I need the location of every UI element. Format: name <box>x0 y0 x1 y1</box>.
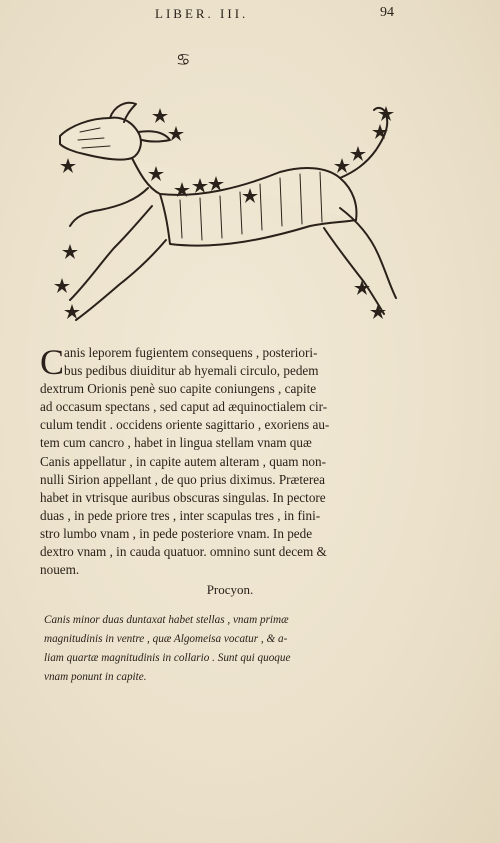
main-paragraph <box>40 344 410 579</box>
text-line: tem cum cancro , habet in lingua stellam vnam quæ <box>40 435 312 451</box>
italic-line: vnam ponunt in capite. <box>44 671 147 683</box>
text-line: duas , in pede priore tres , inter scapulas tres , in fini- <box>40 507 321 523</box>
text-line: nulli Sirion appellant , de quo prius diximus. Præterea <box>40 471 325 487</box>
text-line: stro lumbo vnam , in pede posteriore vnam. In pede <box>40 525 313 541</box>
running-title: LIBER. III. <box>155 6 249 21</box>
text-line: dextrum Orionis penè suo capite coniungens , capite <box>40 381 317 397</box>
italic-line: magnitudinis in ventre , quæ Algomeisa vocatur , & a- <box>44 633 288 645</box>
italic-note <box>44 611 404 687</box>
text-line: Canis appellatur , in capite autem alteram , quam non- <box>40 453 326 469</box>
page-number: 94 <box>380 5 394 20</box>
text-line: nouem. <box>40 562 80 578</box>
text-line: culum tendit . occidens oriente sagittario , exoriens au- <box>40 417 330 433</box>
text-line: bus pedibus diuiditur ab hyemali circulo, pedem <box>64 363 319 379</box>
canis-maior-constellation-woodcut <box>40 88 420 338</box>
text-line: dextro vnam , in cauda quatuor. omnino sunt decem & <box>40 544 327 560</box>
italic-line: liam quartæ magnitudinis in collario . Sunt qui quoque <box>44 652 291 664</box>
text-line: ad occasum spectans , sed caput ad æquinoctialem cir- <box>40 399 328 415</box>
drop-cap: C <box>40 342 65 382</box>
page-header <box>0 6 500 26</box>
text-line: anis leporem fugientem consequens , posteriori- <box>64 345 318 360</box>
section-heading-procyon: Procyon. <box>206 582 254 597</box>
text-line: habet in vtrisque auribus obscuras singulas. In pectore <box>40 489 326 505</box>
cancer-sign-icon: ♋ <box>176 50 191 69</box>
italic-line: Canis minor duas duntaxat habet stellas , vnam primæ <box>44 614 289 626</box>
